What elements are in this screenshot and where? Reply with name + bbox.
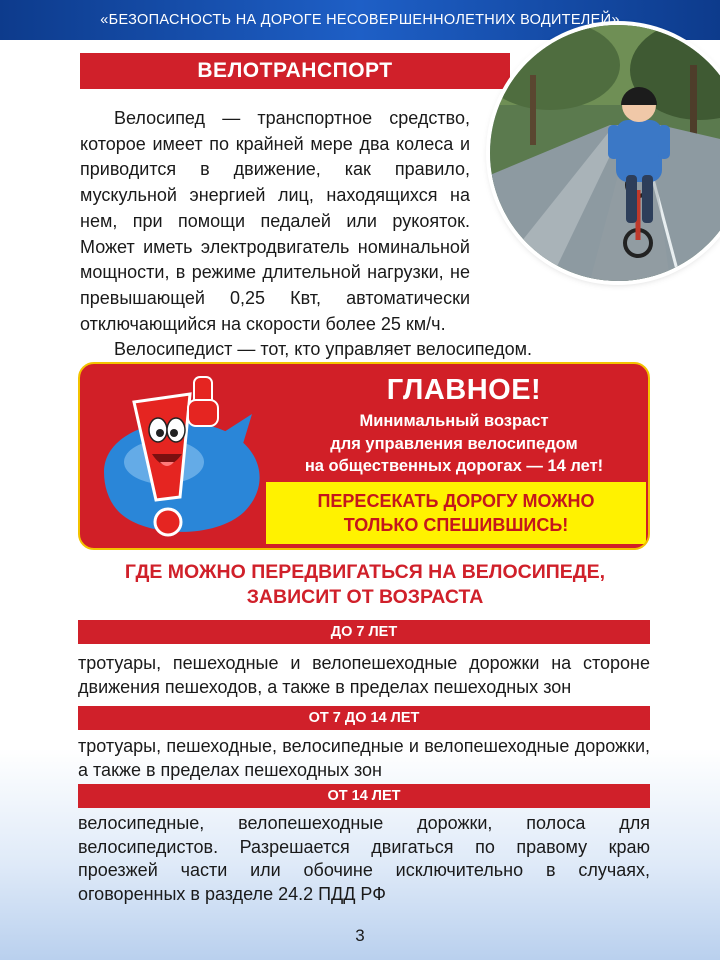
min-age-line-3: на общественных дорогах — 14 лет! [304,457,604,475]
min-age-text [264,410,644,478]
crossing-warning [266,482,646,544]
age-group-label: ОТ 7 ДО 14 ЛЕТ [78,706,650,730]
bicycle-definition: Велосипед — транспортное средство, которое имеет по крайней мере два колеса и приводится в движение, как правило, мускульной энергией лиц, находящихся на нем, при помощи педалей или рукояток. Может иметь электродвигатель номинальной мощности, в режиме длительной нагрузки, не превышающей 0,25 Квт, автоматически отключающийся на скорости более 25 км/ч. [80,108,470,334]
cyclist-definition: Велосипедист — тот, кто управляет велосипедом. [114,339,533,360]
warning-line-2: ТОЛЬКО СПЕШИВШИСЬ! [343,515,569,535]
intro-text [80,106,565,363]
age-group-text: тротуары, пешеходные, велосипедные и велопешеходные дорожки, а также в пределах пешеходных зон [78,736,650,780]
page-number: 3 [355,926,365,945]
age-section-heading-line-2: ЗАВИСИТ ОТ ВОЗРАСТА [246,586,484,608]
age-group-label: ОТ 14 ЛЕТ [78,784,650,808]
age-group-text: велосипедные, велопешеходные дорожки, полоса для велосипедистов. Разрешается двигаться по правому краю проезжей части или обочине исключительно в случаях, оговоренных в разделе 24.2 ПДД РФ [78,813,650,904]
age-section-heading [80,560,650,610]
section-title: ВЕЛОТРАНСПОРТ [197,59,393,82]
section-title-bar [80,53,510,89]
age-group-label: ДО 7 ЛЕТ [78,620,650,644]
warning-line-1: ПЕРЕСЕКАТЬ ДОРОГУ МОЖНО [317,491,595,511]
exclamation-mark-mascot-icon [84,372,284,550]
age-group-text: тротуары, пешеходные и велопешеходные дорожки на стороне движения пешеходов, а также в пределах пешеходных зон [78,653,650,697]
age-section-heading-line-1: ГДЕ МОЖНО ПЕРЕДВИГАТЬСЯ НА ВЕЛОСИПЕДЕ, [124,561,606,583]
main-rule-heading: ГЛАВНОЕ! [386,374,542,406]
min-age-line-2: для управления велосипедом [330,434,578,453]
series-title: «БЕЗОПАСНОСТЬ НА ДОРОГЕ НЕСОВЕРШЕННОЛЕТНИХ ВОДИТЕЛЕЙ» [100,12,620,28]
min-age-line-1: Минимальный возраст [359,412,549,430]
main-rule-box [78,362,650,550]
